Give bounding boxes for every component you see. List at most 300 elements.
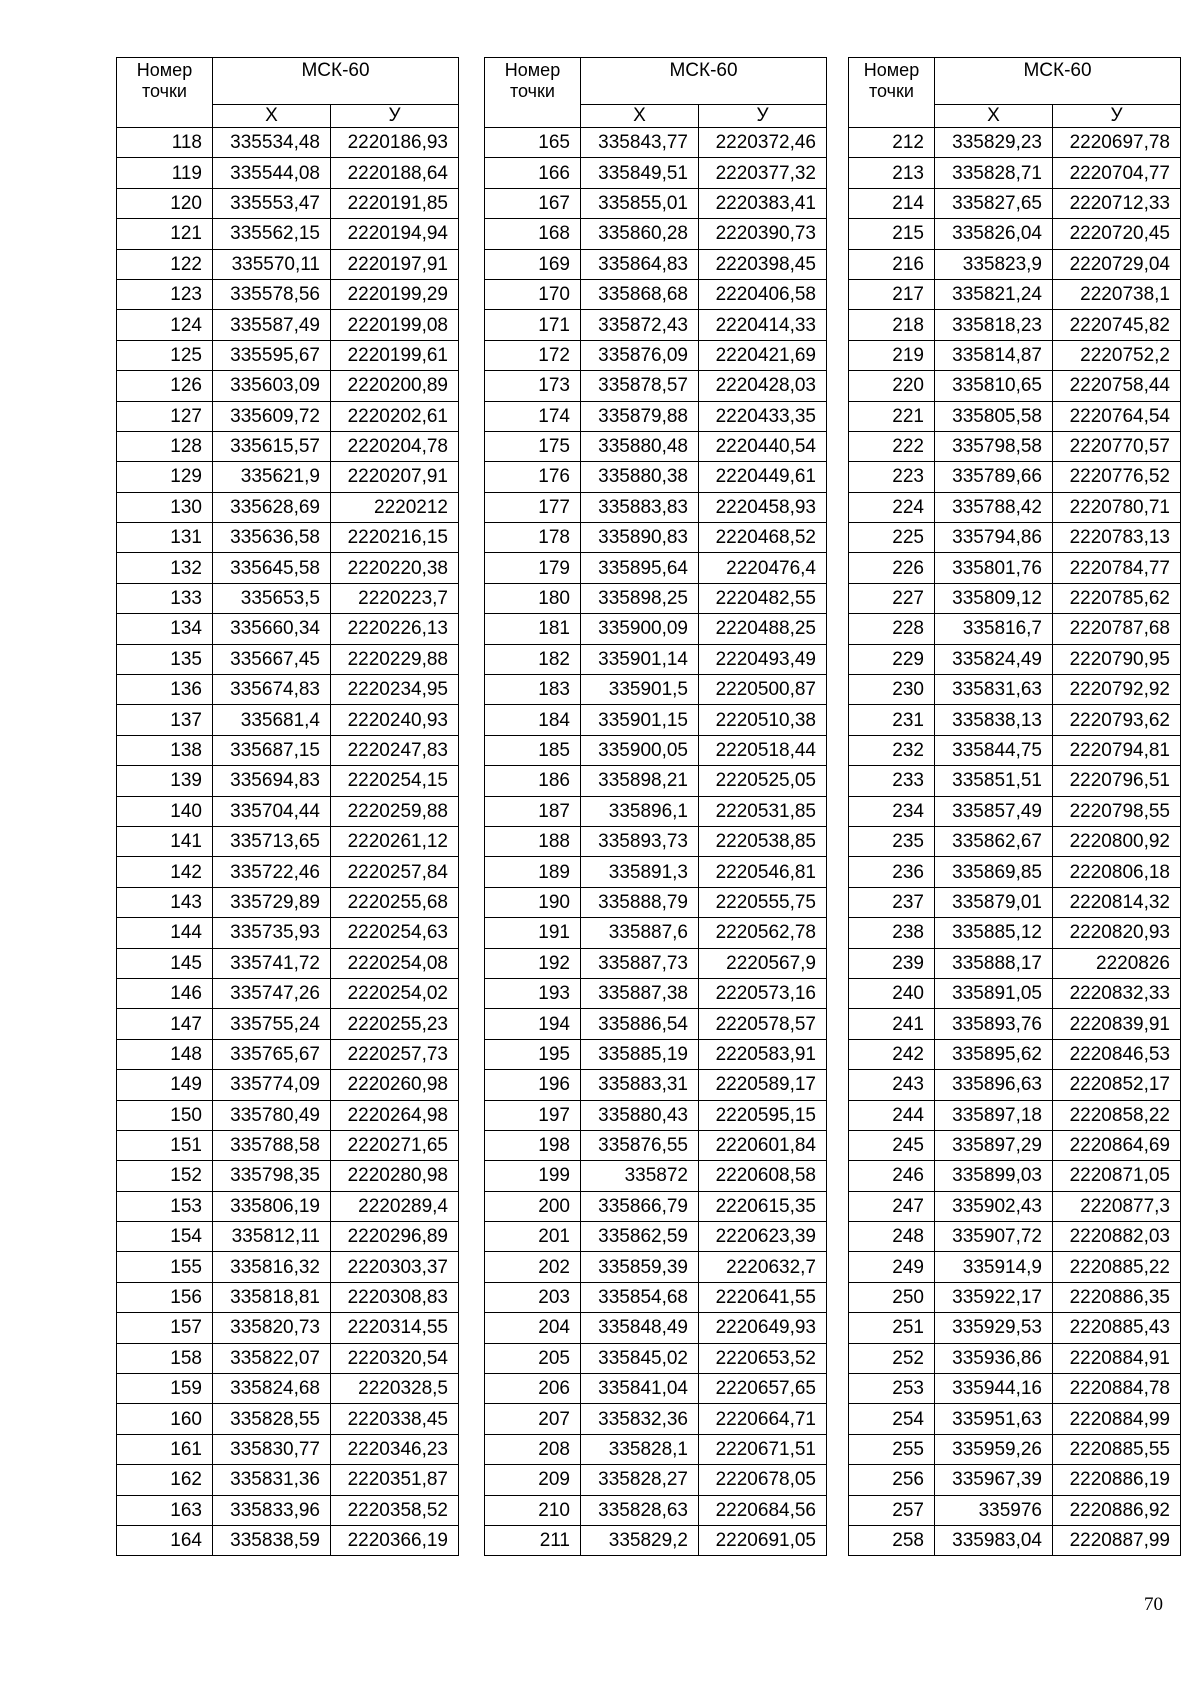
- table-row: [485, 1495, 827, 1525]
- point-number-cell: 133: [117, 583, 213, 613]
- y-coordinate-cell: 2220255,23: [331, 1009, 459, 1039]
- table-row: [117, 1343, 459, 1373]
- table-row: [849, 796, 1181, 826]
- table-row: [117, 401, 459, 431]
- y-coordinate-cell: 2220383,41: [699, 188, 827, 218]
- x-coordinate-cell: 335798,58: [935, 431, 1053, 461]
- point-number-cell: 162: [117, 1465, 213, 1495]
- point-number-cell: 229: [849, 644, 935, 674]
- table-row: [849, 978, 1181, 1008]
- table-row: [117, 310, 459, 340]
- table-row: [485, 371, 827, 401]
- point-number-cell: 171: [485, 310, 581, 340]
- point-number-cell: 205: [485, 1343, 581, 1373]
- point-number-cell: 189: [485, 857, 581, 887]
- point-number-cell: 177: [485, 492, 581, 522]
- point-number-cell: 199: [485, 1161, 581, 1191]
- x-coordinate-cell: 335704,44: [213, 796, 331, 826]
- y-coordinate-cell: 2220632,7: [699, 1252, 827, 1282]
- y-coordinate-cell: 2220877,3: [1053, 1191, 1181, 1221]
- x-coordinate-cell: 335841,04: [581, 1374, 699, 1404]
- table-row: [117, 614, 459, 644]
- x-coordinate-cell: 335812,11: [213, 1222, 331, 1252]
- y-coordinate-cell: 2220785,62: [1053, 583, 1181, 613]
- x-coordinate-cell: 335615,57: [213, 431, 331, 461]
- table-row: [485, 1374, 827, 1404]
- y-coordinate-cell: 2220546,81: [699, 857, 827, 887]
- y-coordinate-cell: 2220858,22: [1053, 1100, 1181, 1130]
- y-coordinate-cell: 2220440,54: [699, 431, 827, 461]
- point-number-cell: 200: [485, 1191, 581, 1221]
- table-row: [849, 1009, 1181, 1039]
- coordinates-table-1: [116, 57, 459, 1556]
- point-number-cell: 144: [117, 918, 213, 948]
- x-coordinate-cell: 335860,28: [581, 219, 699, 249]
- table-row: [849, 1282, 1181, 1312]
- y-coordinate-cell: 2220449,61: [699, 462, 827, 492]
- x-coordinate-cell: 335603,09: [213, 371, 331, 401]
- table-row: [117, 948, 459, 978]
- table-row: [117, 431, 459, 461]
- x-coordinate-cell: 335887,73: [581, 948, 699, 978]
- y-coordinate-cell: 2220351,87: [331, 1465, 459, 1495]
- x-coordinate-cell: 335741,72: [213, 948, 331, 978]
- table-row: [117, 553, 459, 583]
- point-number-cell: 143: [117, 887, 213, 917]
- point-number-cell: 137: [117, 705, 213, 735]
- table-row: [117, 1495, 459, 1525]
- x-coordinate-cell: 335755,24: [213, 1009, 331, 1039]
- point-number-cell: 225: [849, 523, 935, 553]
- x-column-header: Х: [581, 105, 699, 128]
- y-coordinate-cell: 2220377,32: [699, 158, 827, 188]
- x-coordinate-cell: 335821,24: [935, 279, 1053, 309]
- point-number-header: Номер точки: [117, 58, 213, 128]
- table-row: [485, 1161, 827, 1191]
- table-row: [849, 553, 1181, 583]
- y-coordinate-cell: 2220608,58: [699, 1161, 827, 1191]
- table-row: [485, 948, 827, 978]
- x-coordinate-cell: 335789,66: [935, 462, 1053, 492]
- table-row: [117, 1313, 459, 1343]
- point-number-cell: 172: [485, 340, 581, 370]
- table-row: [117, 1039, 459, 1069]
- point-number-cell: 204: [485, 1313, 581, 1343]
- y-coordinate-cell: 2220783,13: [1053, 523, 1181, 553]
- table-row: [849, 1374, 1181, 1404]
- y-coordinate-cell: 2220649,93: [699, 1313, 827, 1343]
- x-coordinate-cell: 335780,49: [213, 1100, 331, 1130]
- table-row: [849, 644, 1181, 674]
- point-number-cell: 132: [117, 553, 213, 583]
- table-body: [849, 128, 1181, 1556]
- point-number-cell: 129: [117, 462, 213, 492]
- y-coordinate-cell: 2220664,71: [699, 1404, 827, 1434]
- x-coordinate-cell: 335944,16: [935, 1374, 1053, 1404]
- y-coordinate-cell: 2220188,64: [331, 158, 459, 188]
- x-coordinate-cell: 335544,08: [213, 158, 331, 188]
- x-coordinate-cell: 335898,25: [581, 583, 699, 613]
- x-coordinate-cell: 335814,87: [935, 340, 1053, 370]
- table-row: [849, 279, 1181, 309]
- x-coordinate-cell: 335788,42: [935, 492, 1053, 522]
- x-coordinate-cell: 335827,65: [935, 188, 1053, 218]
- y-coordinate-cell: 2220678,05: [699, 1465, 827, 1495]
- y-coordinate-cell: 2220223,7: [331, 583, 459, 613]
- point-number-cell: 160: [117, 1404, 213, 1434]
- table-row: [117, 735, 459, 765]
- y-coordinate-cell: 2220191,85: [331, 188, 459, 218]
- x-coordinate-cell: 335830,77: [213, 1434, 331, 1464]
- y-coordinate-cell: 2220794,81: [1053, 735, 1181, 765]
- y-coordinate-cell: 2220212: [331, 492, 459, 522]
- table-row: [849, 1100, 1181, 1130]
- point-number-cell: 166: [485, 158, 581, 188]
- x-coordinate-cell: 335895,64: [581, 553, 699, 583]
- y-coordinate-cell: 2220414,33: [699, 310, 827, 340]
- x-coordinate-cell: 335694,83: [213, 766, 331, 796]
- x-coordinate-cell: 335876,09: [581, 340, 699, 370]
- x-coordinate-cell: 335866,79: [581, 1191, 699, 1221]
- y-coordinate-cell: 2220234,95: [331, 675, 459, 705]
- x-coordinate-cell: 335816,32: [213, 1252, 331, 1282]
- x-coordinate-cell: 335888,79: [581, 887, 699, 917]
- table-row: [849, 492, 1181, 522]
- y-coordinate-cell: 2220314,55: [331, 1313, 459, 1343]
- point-number-cell: 121: [117, 219, 213, 249]
- table-row: [485, 219, 827, 249]
- table-row: [117, 1282, 459, 1312]
- point-number-cell: 192: [485, 948, 581, 978]
- y-coordinate-cell: 2220800,92: [1053, 826, 1181, 856]
- x-coordinate-cell: 335859,39: [581, 1252, 699, 1282]
- x-coordinate-cell: 335901,15: [581, 705, 699, 735]
- table-row: [485, 310, 827, 340]
- table-row: [849, 1039, 1181, 1069]
- table-row: [485, 766, 827, 796]
- y-coordinate-cell: 2220798,55: [1053, 796, 1181, 826]
- table-row: [117, 523, 459, 553]
- y-coordinate-cell: 2220510,38: [699, 705, 827, 735]
- x-coordinate-cell: 335818,23: [935, 310, 1053, 340]
- y-coordinate-cell: 2220796,51: [1053, 766, 1181, 796]
- y-coordinate-cell: 2220792,92: [1053, 675, 1181, 705]
- point-number-cell: 228: [849, 614, 935, 644]
- table-row: [849, 1161, 1181, 1191]
- y-coordinate-cell: 2220372,46: [699, 128, 827, 158]
- x-coordinate-cell: 335883,83: [581, 492, 699, 522]
- x-coordinate-cell: 335891,05: [935, 978, 1053, 1008]
- x-coordinate-cell: 335883,31: [581, 1070, 699, 1100]
- table-row: [485, 188, 827, 218]
- table-row: [849, 219, 1181, 249]
- x-coordinate-cell: 335833,96: [213, 1495, 331, 1525]
- point-number-cell: 216: [849, 249, 935, 279]
- y-coordinate-cell: 2220589,17: [699, 1070, 827, 1100]
- x-coordinate-cell: 335765,67: [213, 1039, 331, 1069]
- y-coordinate-cell: 2220328,5: [331, 1374, 459, 1404]
- table-row: [485, 128, 827, 158]
- table-row: [117, 1404, 459, 1434]
- x-coordinate-cell: 335848,49: [581, 1313, 699, 1343]
- table-row: [485, 857, 827, 887]
- y-coordinate-cell: 2220846,53: [1053, 1039, 1181, 1069]
- y-coordinate-cell: 2220199,61: [331, 340, 459, 370]
- y-coordinate-cell: 2220254,08: [331, 948, 459, 978]
- table-row: [849, 371, 1181, 401]
- x-coordinate-cell: 335831,36: [213, 1465, 331, 1495]
- table-row: [485, 1465, 827, 1495]
- x-coordinate-cell: 335922,17: [935, 1282, 1053, 1312]
- y-coordinate-cell: 2220595,15: [699, 1100, 827, 1130]
- x-coordinate-cell: 335967,39: [935, 1465, 1053, 1495]
- point-number-cell: 165: [485, 128, 581, 158]
- point-number-cell: 233: [849, 766, 935, 796]
- point-number-cell: 207: [485, 1404, 581, 1434]
- x-coordinate-cell: 335826,04: [935, 219, 1053, 249]
- point-number-cell: 222: [849, 431, 935, 461]
- point-number-cell: 163: [117, 1495, 213, 1525]
- y-coordinate-cell: 2220186,93: [331, 128, 459, 158]
- y-coordinate-cell: 2220852,17: [1053, 1070, 1181, 1100]
- x-coordinate-cell: 335864,83: [581, 249, 699, 279]
- point-number-cell: 125: [117, 340, 213, 370]
- y-coordinate-cell: 2220806,18: [1053, 857, 1181, 887]
- x-coordinate-cell: 335570,11: [213, 249, 331, 279]
- table-row: [849, 401, 1181, 431]
- x-coordinate-cell: 335876,55: [581, 1130, 699, 1160]
- point-number-cell: 254: [849, 1404, 935, 1434]
- x-coordinate-cell: 335888,17: [935, 948, 1053, 978]
- x-coordinate-cell: 335900,05: [581, 735, 699, 765]
- y-coordinate-cell: 2220500,87: [699, 675, 827, 705]
- point-number-cell: 154: [117, 1222, 213, 1252]
- table-row: [485, 1130, 827, 1160]
- y-coordinate-cell: 2220814,32: [1053, 887, 1181, 917]
- table-row: [849, 1525, 1181, 1555]
- table-row: [117, 1252, 459, 1282]
- coordinates-table-2: [484, 57, 827, 1556]
- x-coordinate-cell: 335595,67: [213, 340, 331, 370]
- x-coordinate-cell: 335886,54: [581, 1009, 699, 1039]
- point-number-cell: 185: [485, 735, 581, 765]
- table-row: [849, 766, 1181, 796]
- point-number-cell: 141: [117, 826, 213, 856]
- table-row: [485, 887, 827, 917]
- point-number-cell: 175: [485, 431, 581, 461]
- y-coordinate-cell: 2220257,73: [331, 1039, 459, 1069]
- x-coordinate-cell: 335747,26: [213, 978, 331, 1008]
- table-row: [849, 1222, 1181, 1252]
- y-coordinate-cell: 2220308,83: [331, 1282, 459, 1312]
- x-coordinate-cell: 335609,72: [213, 401, 331, 431]
- x-coordinate-cell: 335729,89: [213, 887, 331, 917]
- table-row: [849, 1313, 1181, 1343]
- table-row: [485, 1070, 827, 1100]
- x-coordinate-cell: 335816,7: [935, 614, 1053, 644]
- y-coordinate-cell: 2220261,12: [331, 826, 459, 856]
- point-number-cell: 244: [849, 1100, 935, 1130]
- y-coordinate-cell: 2220871,05: [1053, 1161, 1181, 1191]
- y-coordinate-cell: 2220358,52: [331, 1495, 459, 1525]
- point-number-cell: 230: [849, 675, 935, 705]
- x-coordinate-cell: 335553,47: [213, 188, 331, 218]
- x-coordinate-cell: 335849,51: [581, 158, 699, 188]
- table-row: [849, 705, 1181, 735]
- table-row: [849, 948, 1181, 978]
- coordinate-system-header: МСК-60: [213, 58, 459, 105]
- y-coordinate-cell: 2220738,1: [1053, 279, 1181, 309]
- table-row: [485, 796, 827, 826]
- point-number-cell: 122: [117, 249, 213, 279]
- point-number-cell: 201: [485, 1222, 581, 1252]
- point-number-cell: 145: [117, 948, 213, 978]
- point-number-cell: 191: [485, 918, 581, 948]
- point-number-cell: 242: [849, 1039, 935, 1069]
- y-coordinate-cell: 2220254,63: [331, 918, 459, 948]
- point-number-cell: 238: [849, 918, 935, 948]
- table-row: [117, 796, 459, 826]
- point-number-cell: 252: [849, 1343, 935, 1373]
- x-coordinate-cell: 335810,65: [935, 371, 1053, 401]
- point-number-cell: 193: [485, 978, 581, 1008]
- x-coordinate-cell: 335880,48: [581, 431, 699, 461]
- y-coordinate-cell: 2220720,45: [1053, 219, 1181, 249]
- x-coordinate-cell: 335844,75: [935, 735, 1053, 765]
- point-number-cell: 221: [849, 401, 935, 431]
- table-row: [849, 523, 1181, 553]
- table-row: [849, 1495, 1181, 1525]
- table-row: [117, 1130, 459, 1160]
- point-number-cell: 249: [849, 1252, 935, 1282]
- x-coordinate-cell: 335809,12: [935, 583, 1053, 613]
- point-number-cell: 183: [485, 675, 581, 705]
- x-coordinate-cell: 335902,43: [935, 1191, 1053, 1221]
- table-row: [849, 614, 1181, 644]
- x-coordinate-cell: 335823,9: [935, 249, 1053, 279]
- y-coordinate-cell: 2220886,92: [1053, 1495, 1181, 1525]
- point-number-cell: 173: [485, 371, 581, 401]
- point-number-cell: 241: [849, 1009, 935, 1039]
- point-number-cell: 253: [849, 1374, 935, 1404]
- x-coordinate-cell: 335862,59: [581, 1222, 699, 1252]
- x-coordinate-cell: 335843,77: [581, 128, 699, 158]
- y-coordinate-cell: 2220885,43: [1053, 1313, 1181, 1343]
- point-number-cell: 235: [849, 826, 935, 856]
- x-coordinate-cell: 335794,86: [935, 523, 1053, 553]
- y-coordinate-cell: 2220832,33: [1053, 978, 1181, 1008]
- point-number-cell: 217: [849, 279, 935, 309]
- y-coordinate-cell: 2220296,89: [331, 1222, 459, 1252]
- y-coordinate-cell: 2220531,85: [699, 796, 827, 826]
- y-coordinate-cell: 2220202,61: [331, 401, 459, 431]
- y-coordinate-cell: 2220562,78: [699, 918, 827, 948]
- table-row: [485, 462, 827, 492]
- x-coordinate-cell: 335895,62: [935, 1039, 1053, 1069]
- table-row: [485, 279, 827, 309]
- table-row: [117, 158, 459, 188]
- y-coordinate-cell: 2220488,25: [699, 614, 827, 644]
- point-number-cell: 179: [485, 553, 581, 583]
- y-coordinate-cell: 2220280,98: [331, 1161, 459, 1191]
- point-number-cell: 151: [117, 1130, 213, 1160]
- table-row: [849, 1252, 1181, 1282]
- x-coordinate-cell: 335824,68: [213, 1374, 331, 1404]
- point-number-cell: 187: [485, 796, 581, 826]
- coordinates-table-3: [848, 57, 1181, 1556]
- x-coordinate-cell: 335818,81: [213, 1282, 331, 1312]
- y-coordinate-cell: 2220882,03: [1053, 1222, 1181, 1252]
- table-row: [485, 553, 827, 583]
- table-row: [117, 887, 459, 917]
- y-coordinate-cell: 2220826: [1053, 948, 1181, 978]
- x-coordinate-cell: 335534,48: [213, 128, 331, 158]
- point-number-cell: 255: [849, 1434, 935, 1464]
- table-row: [485, 826, 827, 856]
- y-coordinate-cell: 2220578,57: [699, 1009, 827, 1039]
- x-coordinate-cell: 335829,23: [935, 128, 1053, 158]
- point-number-cell: 227: [849, 583, 935, 613]
- x-coordinate-cell: 335879,01: [935, 887, 1053, 917]
- x-coordinate-cell: 335828,55: [213, 1404, 331, 1434]
- y-coordinate-cell: 2220482,55: [699, 583, 827, 613]
- y-coordinate-cell: 2220573,16: [699, 978, 827, 1008]
- y-coordinate-cell: 2220493,49: [699, 644, 827, 674]
- y-coordinate-cell: 2220697,78: [1053, 128, 1181, 158]
- y-coordinate-cell: 2220884,91: [1053, 1343, 1181, 1373]
- y-coordinate-cell: 2220884,78: [1053, 1374, 1181, 1404]
- x-coordinate-cell: 335838,59: [213, 1525, 331, 1555]
- x-coordinate-cell: 335897,29: [935, 1130, 1053, 1160]
- point-number-cell: 180: [485, 583, 581, 613]
- coordinate-system-header: МСК-60: [935, 58, 1181, 105]
- y-coordinate-cell: 2220784,77: [1053, 553, 1181, 583]
- table-row: [117, 371, 459, 401]
- table-row: [117, 128, 459, 158]
- table-body: [485, 128, 827, 1556]
- point-number-cell: 224: [849, 492, 935, 522]
- y-coordinate-cell: 2220338,45: [331, 1404, 459, 1434]
- y-column-header: У: [331, 105, 459, 128]
- point-number-cell: 149: [117, 1070, 213, 1100]
- y-coordinate-cell: 2220820,93: [1053, 918, 1181, 948]
- x-coordinate-cell: 335713,65: [213, 826, 331, 856]
- table-row: [485, 583, 827, 613]
- point-number-cell: 159: [117, 1374, 213, 1404]
- y-coordinate-cell: 2220525,05: [699, 766, 827, 796]
- y-coordinate-cell: 2220346,23: [331, 1434, 459, 1464]
- point-number-cell: 213: [849, 158, 935, 188]
- x-coordinate-cell: 335900,09: [581, 614, 699, 644]
- point-number-cell: 150: [117, 1100, 213, 1130]
- point-number-cell: 218: [849, 310, 935, 340]
- point-number-cell: 152: [117, 1161, 213, 1191]
- table-row: [849, 1404, 1181, 1434]
- point-number-cell: 219: [849, 340, 935, 370]
- point-number-cell: 197: [485, 1100, 581, 1130]
- table-row: [485, 1525, 827, 1555]
- y-coordinate-cell: 2220839,91: [1053, 1009, 1181, 1039]
- x-coordinate-cell: 335636,58: [213, 523, 331, 553]
- x-coordinate-cell: 335838,13: [935, 705, 1053, 735]
- x-coordinate-cell: 335829,2: [581, 1525, 699, 1555]
- x-coordinate-cell: 335896,63: [935, 1070, 1053, 1100]
- table-body: [117, 128, 459, 1556]
- y-coordinate-cell: 2220199,29: [331, 279, 459, 309]
- x-coordinate-cell: 335891,3: [581, 857, 699, 887]
- table-row: [117, 826, 459, 856]
- point-number-cell: 211: [485, 1525, 581, 1555]
